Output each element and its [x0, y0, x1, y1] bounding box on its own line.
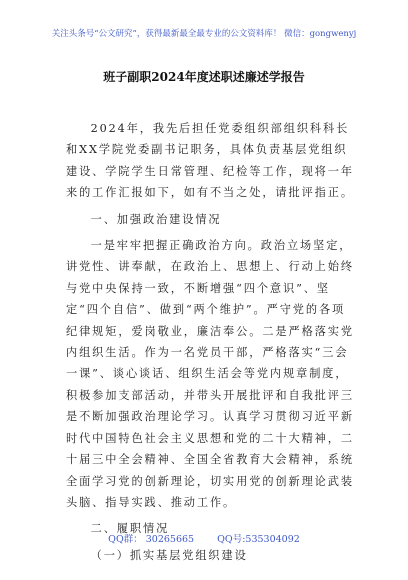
- promo-banner: 关注头条号“公文研究”，获得最新最全最专业的公文资料库！ 微信：gongwenyj: [51, 29, 357, 39]
- section-heading-2: 二、履职情况: [90, 522, 170, 536]
- section-heading-1: 一、加强政治建设情况: [90, 212, 222, 226]
- document-body: [66, 118, 358, 566]
- subsection-heading-1: （一）抓实基层党组织建设: [90, 548, 248, 562]
- contact-footer: [0, 531, 408, 545]
- intro-paragraph: 2024年，我先后担任党委组织部组织科科长和XX学院党委副书记职务，具体负责基层党组织建设、学院学生日常管理、纪检等工作，现将一年来的工作汇报如下，如有不当之处，请批评指正。: [66, 122, 354, 200]
- qq-number-text: QQ号:535304092: [217, 534, 300, 545]
- document-title: 班子副职2024年度述职述廉述学报告: [103, 70, 305, 84]
- qq-group-text: QQ群： 30265665: [108, 534, 195, 545]
- section-1-paragraph: 一是牢牢把握正确政治方向。政治立场坚定，讲党性、讲奉献，在政治上、思想上、行动上始终与党中央保持一致，不断增强“四个意识”、坚定“四个自信”、做到“两个维护”。严守党的各项纪律规矩，爱岗敬业，廉洁奉公。二是严格落实党内组织生活。作为一名党员干部，严格落实“三会一课”、谈心谈话、组织生活会等党内规章制度，积极参加支部活动，并带头开展批评和自我批评三是不断加强政治理论学习。认真学习贯彻习近平新时代中国特色社会主义思想和党的二十大精神，二十届三中全会精神、全国全省教育大会精神，系统全面学习党的创新理论，切实用党的创新理论武装头脑、指导实践、推动工作。: [66, 239, 354, 509]
